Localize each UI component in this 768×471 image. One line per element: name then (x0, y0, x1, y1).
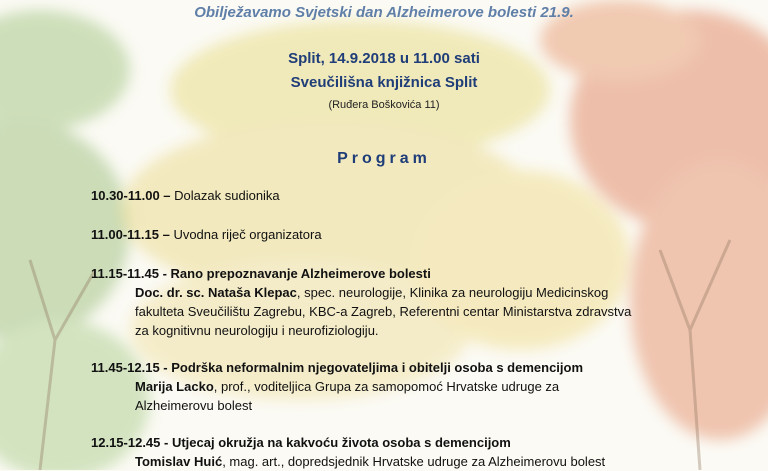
program-item (91, 225, 711, 244)
speaker-detail: Alzheimerovu bolest (135, 398, 253, 413)
program-item (91, 433, 711, 471)
item-time: 11.45-12.15 (91, 360, 160, 375)
speaker-name: Tomislav Huić (135, 454, 223, 469)
item-time: 11.00-11.15 (91, 227, 159, 242)
item-title: Uvodna riječ organizatora (173, 227, 322, 242)
item-title: Rano prepoznavanje Alzheimerove bolesti (170, 266, 431, 281)
speaker-detail: fakulteta Sveučilištu Zagrebu, KBC-a Zagreb, Referentni centar Ministarstva zdravstva (135, 304, 632, 319)
program-item (91, 186, 711, 205)
item-separator: - (158, 266, 171, 281)
program-heading: Program (337, 150, 431, 167)
item-title: Podrška neformalnim njegovateljima i obitelji osoba s demencijom (171, 360, 584, 375)
item-time: 11.15-11.45 (91, 266, 159, 281)
item-separator: – (158, 227, 174, 242)
speaker-name: Doc. dr. sc. Nataša Klepac (135, 285, 297, 300)
item-time: 10.30-11.00 (91, 188, 160, 203)
item-speaker (91, 377, 711, 415)
program-list (91, 186, 711, 471)
speaker-detail: , prof., voditeljica Grupa za samopomoć Hrvatske udruge za (213, 379, 560, 394)
speaker-detail: , mag. art., dopredsjednik Hrvatske udruge za Alzheimerovu bolest (222, 454, 606, 469)
item-speaker (91, 283, 711, 340)
event-subtitle: Obilježavamo Svjetski dan Alzheimerove bolesti 21.9. (194, 4, 574, 21)
speaker-detail: , spec. neurologije, Klinika za neurologiju Medicinskog (296, 285, 609, 300)
item-speaker (91, 452, 711, 471)
event-date-time: Split, 14.9.2018 u 11.00 sati (288, 50, 480, 67)
program-item (91, 358, 711, 415)
item-title: Utjecaj okružja na kakvoću života osoba s demencijom (171, 435, 511, 450)
item-time: 12.15-12.45 (91, 435, 161, 450)
event-venue: Sveučilišna knjižnica Split (290, 74, 478, 91)
item-separator: - (159, 360, 172, 375)
speaker-detail: za kognitivnu neurologiju i neurofiziologiju. (135, 323, 379, 338)
item-title: Dolazak sudionika (174, 188, 280, 203)
speaker-name: Marija Lacko (135, 379, 214, 394)
program-item (91, 264, 711, 340)
event-address: (Ruđera Boškovića 11) (328, 99, 440, 111)
item-separator: – (159, 188, 175, 203)
item-separator: - (160, 435, 172, 450)
